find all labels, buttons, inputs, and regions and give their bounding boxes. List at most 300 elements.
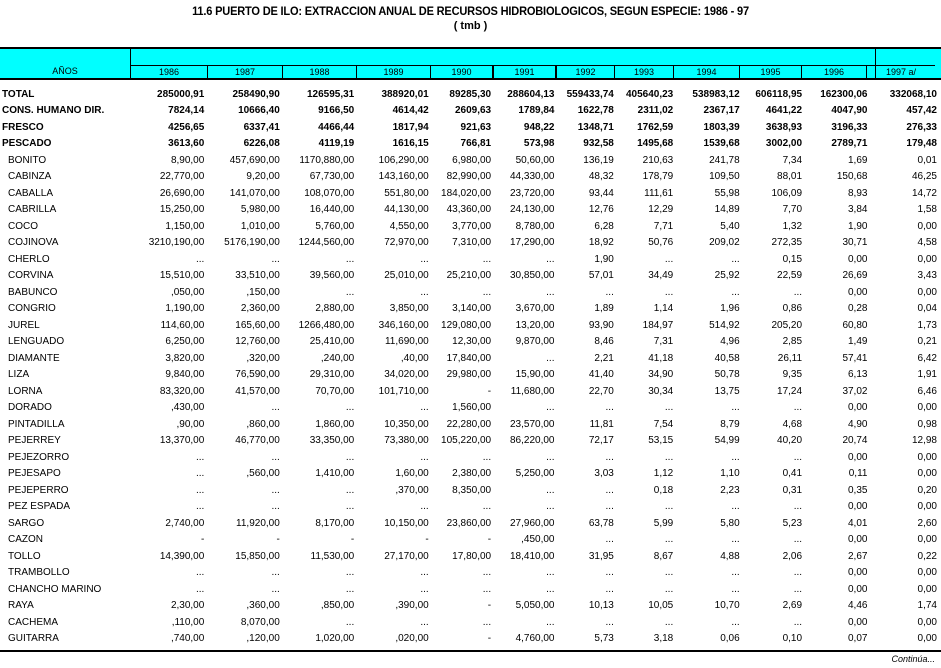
cell-value: 7824,14 bbox=[168, 105, 205, 117]
cell-value: ,370,00 bbox=[395, 484, 429, 496]
cell-value: - bbox=[350, 534, 355, 546]
cell-value: 1,190,00 bbox=[165, 303, 205, 315]
cell-value: 22,280,00 bbox=[446, 418, 492, 430]
row-label: CABALLA bbox=[8, 187, 54, 199]
cell-value: - bbox=[200, 534, 205, 546]
cell-value: 514,92 bbox=[709, 319, 740, 331]
data-table bbox=[0, 86, 941, 647]
cell-value: 10,13 bbox=[588, 600, 614, 612]
cell-value: ,120,00 bbox=[246, 633, 280, 645]
cell-value: ... bbox=[345, 567, 355, 579]
table-row bbox=[0, 598, 941, 615]
cell-value: 106,09 bbox=[771, 187, 803, 199]
cell-value: 0,15 bbox=[782, 253, 803, 265]
cell-value: 5,80 bbox=[720, 517, 740, 529]
cell-value: ... bbox=[195, 451, 205, 463]
cell-value: 30,34 bbox=[648, 385, 674, 397]
cell-value: 6,250,00 bbox=[165, 336, 205, 348]
cell-value: 0,22 bbox=[917, 550, 937, 562]
row-label: CABRILLA bbox=[8, 204, 57, 216]
cell-value: ... bbox=[271, 253, 280, 265]
cell-value: 13,20,00 bbox=[515, 319, 555, 331]
cell-value: ... bbox=[546, 352, 555, 364]
cell-value: 41,18 bbox=[648, 352, 674, 364]
cell-value: 8,90,00 bbox=[170, 154, 205, 166]
cell-value: ... bbox=[546, 616, 555, 628]
cell-value: ... bbox=[546, 253, 555, 265]
cell-value: 2,69 bbox=[782, 600, 803, 612]
cell-value: 8,79 bbox=[720, 418, 740, 430]
row-label: CAZON bbox=[8, 534, 43, 546]
cell-value: 93,44 bbox=[588, 187, 614, 199]
cell-value: ... bbox=[546, 501, 555, 513]
cell-value: 0,10 bbox=[782, 633, 803, 645]
cell-value: - bbox=[487, 600, 492, 612]
table-row bbox=[0, 532, 941, 549]
cell-value: 2,380,00 bbox=[452, 468, 492, 480]
cell-value: 7,70 bbox=[782, 204, 803, 216]
cell-value: 3210,190,00 bbox=[148, 237, 205, 249]
cell-value: 7,71 bbox=[653, 220, 674, 232]
cell-value: 1622,78 bbox=[577, 105, 614, 117]
cell-value: 50,76 bbox=[648, 237, 674, 249]
cell-value: ... bbox=[195, 567, 205, 579]
cell-value: 15,850,00 bbox=[235, 550, 280, 562]
table-row bbox=[0, 449, 941, 466]
cell-value: 88,01 bbox=[777, 171, 803, 183]
row-label: GUITARRA bbox=[8, 633, 59, 645]
cell-value: 4,88 bbox=[720, 550, 740, 562]
cell-value: 12,98 bbox=[911, 435, 937, 447]
cell-value: 3,820,00 bbox=[165, 352, 205, 364]
cell-value: 1,020,00 bbox=[315, 633, 355, 645]
cell-value: 17,80,00 bbox=[452, 550, 492, 562]
cell-value: 46,770,00 bbox=[235, 435, 280, 447]
cell-value: 0,00 bbox=[848, 286, 868, 298]
cell-value: ... bbox=[605, 286, 614, 298]
cell-value: 20,74 bbox=[842, 435, 868, 447]
cell-value: 2,21 bbox=[594, 352, 614, 364]
header-year: 1993 bbox=[614, 65, 673, 78]
cell-value: ,40,00 bbox=[400, 352, 429, 364]
cell-value: 5,99 bbox=[653, 517, 674, 529]
cell-value: 109,50 bbox=[709, 171, 740, 183]
cell-value: - bbox=[487, 534, 492, 546]
cell-value: 114,60,00 bbox=[160, 319, 205, 331]
cell-value: 2,880,00 bbox=[315, 303, 355, 315]
cell-value: 0,04 bbox=[917, 303, 937, 315]
cell-value: 25,210,00 bbox=[446, 270, 492, 282]
cell-value: 3,670,00 bbox=[515, 303, 555, 315]
cell-value: 0,21 bbox=[917, 336, 937, 348]
cell-value: 5,760,00 bbox=[315, 220, 355, 232]
cell-value: ... bbox=[420, 567, 429, 579]
cell-value: ,450,00 bbox=[521, 534, 555, 546]
cell-value: ... bbox=[420, 402, 429, 414]
cell-value: 165,60,00 bbox=[235, 319, 280, 331]
cell-value: 108,070,00 bbox=[304, 187, 355, 199]
cell-value: ,150,00 bbox=[246, 286, 280, 298]
cell-value: 0,31 bbox=[782, 484, 803, 496]
cell-value: ... bbox=[605, 616, 614, 628]
cell-value: 0,06 bbox=[720, 633, 740, 645]
cell-value: 272,35 bbox=[771, 237, 803, 249]
cell-value: 17,290,00 bbox=[510, 237, 555, 249]
table-row bbox=[0, 152, 941, 169]
cell-value: 22,70 bbox=[588, 385, 614, 397]
cell-value: 11,530,00 bbox=[310, 550, 355, 562]
cell-value: 1539,68 bbox=[703, 138, 740, 150]
cell-value: 1495,68 bbox=[637, 138, 674, 150]
cell-value: 89285,30 bbox=[449, 88, 492, 100]
cell-value: 8,070,00 bbox=[240, 616, 280, 628]
row-label: LIZA bbox=[8, 369, 30, 381]
cell-value: ... bbox=[271, 484, 280, 496]
cell-value: 76,590,00 bbox=[235, 369, 280, 381]
cell-value: 72,17 bbox=[588, 435, 614, 447]
cell-value: 54,99 bbox=[714, 435, 740, 447]
row-label: CORVINA bbox=[8, 270, 54, 282]
cell-value: ... bbox=[731, 451, 740, 463]
cell-value: 1817,94 bbox=[392, 121, 429, 133]
cell-value: 105,220,00 bbox=[441, 435, 492, 447]
cell-value: 44,330,00 bbox=[510, 171, 555, 183]
cell-value: 83,320,00 bbox=[159, 385, 205, 397]
cell-value: 4641,22 bbox=[765, 105, 803, 117]
cell-value: 0,00 bbox=[917, 633, 937, 645]
cell-value: ... bbox=[664, 616, 674, 628]
row-label: CONS. HUMANO DIR. bbox=[2, 105, 105, 117]
cell-value: 3,18 bbox=[653, 633, 674, 645]
cell-value: ... bbox=[420, 583, 429, 595]
cell-value: 1,14 bbox=[653, 303, 674, 315]
cell-value: ... bbox=[195, 501, 205, 513]
cell-value: 0,20 bbox=[917, 484, 937, 496]
cell-value: ... bbox=[664, 451, 674, 463]
cell-value: 34,49 bbox=[648, 270, 674, 282]
table-row bbox=[0, 466, 941, 483]
cell-value: 0,00 bbox=[848, 583, 868, 595]
row-label: CONGRIO bbox=[8, 303, 56, 315]
cell-value: ... bbox=[731, 286, 740, 298]
cell-value: 1,860,00 bbox=[315, 418, 355, 430]
cell-value: 0,00 bbox=[917, 253, 937, 265]
cell-value: ,430,00 bbox=[170, 402, 205, 414]
cell-value: 31,95 bbox=[588, 550, 614, 562]
cell-value: 0,00 bbox=[848, 253, 868, 265]
cell-value: 73,380,00 bbox=[384, 435, 429, 447]
cell-value: ,740,00 bbox=[170, 633, 205, 645]
cell-value: 0,28 bbox=[848, 303, 868, 315]
cell-value: 2,740,00 bbox=[165, 517, 205, 529]
cell-value: 1,73 bbox=[917, 319, 937, 331]
cell-value: 4119,19 bbox=[318, 138, 355, 150]
cell-value: ... bbox=[731, 616, 740, 628]
cell-value: 10666,40 bbox=[238, 105, 280, 117]
cell-value: 44,130,00 bbox=[384, 204, 429, 216]
cell-value: ,560,00 bbox=[246, 468, 280, 480]
cell-value: 24,130,00 bbox=[510, 204, 555, 216]
cell-value: ... bbox=[420, 501, 429, 513]
cell-value: 276,33 bbox=[906, 121, 937, 133]
cell-value: 12,30,00 bbox=[452, 336, 492, 348]
cell-value: ... bbox=[664, 567, 674, 579]
cell-value: 0,00 bbox=[917, 501, 937, 513]
cell-value: ,050,00 bbox=[170, 286, 205, 298]
cell-value: 2,60 bbox=[917, 517, 937, 529]
cell-value: ... bbox=[482, 567, 492, 579]
cell-value: 72,970,00 bbox=[384, 237, 429, 249]
header-year: 1996 bbox=[801, 65, 866, 78]
cell-value: 34,90 bbox=[648, 369, 674, 381]
cell-value: 25,410,00 bbox=[309, 336, 355, 348]
cell-value: 1266,480,00 bbox=[298, 319, 355, 331]
cell-value: 41,570,00 bbox=[235, 385, 280, 397]
cell-value: 27,960,00 bbox=[510, 517, 555, 529]
cell-value: 606118,95 bbox=[755, 88, 803, 100]
cell-value: ... bbox=[482, 451, 492, 463]
table-row bbox=[0, 433, 941, 450]
row-label: JUREL bbox=[8, 319, 40, 331]
cell-value: 4,550,00 bbox=[389, 220, 429, 232]
header-year: 1987 bbox=[207, 65, 282, 78]
cell-value: 70,70,00 bbox=[315, 385, 355, 397]
row-label: TRAMBOLLO bbox=[8, 567, 70, 579]
header-year: 1992 bbox=[555, 65, 614, 78]
cell-value: ... bbox=[345, 501, 355, 513]
cell-value: ... bbox=[271, 567, 280, 579]
cell-value: ... bbox=[731, 253, 740, 265]
row-label: CACHEMA bbox=[8, 616, 59, 628]
cell-value: 13,370,00 bbox=[159, 435, 205, 447]
cell-value: 10,150,00 bbox=[384, 517, 429, 529]
table-row bbox=[0, 103, 941, 120]
cell-value: 4,46 bbox=[848, 600, 868, 612]
cell-value: 1,410,00 bbox=[315, 468, 355, 480]
row-label: PEJESAPO bbox=[8, 468, 61, 480]
table-row bbox=[0, 383, 941, 400]
cell-value: 111,61 bbox=[644, 187, 674, 199]
cell-value: - bbox=[487, 633, 492, 645]
cell-value: 8,93 bbox=[848, 187, 868, 199]
table-row bbox=[0, 268, 941, 285]
cell-value: 50,78 bbox=[714, 369, 740, 381]
cell-value: 3196,33 bbox=[831, 121, 868, 133]
table-row bbox=[0, 301, 941, 318]
cell-value: 14,89 bbox=[714, 204, 740, 216]
cell-value: 126595,31 bbox=[306, 88, 355, 100]
cell-value: 18,410,00 bbox=[510, 550, 555, 562]
cell-value: 388920,01 bbox=[381, 88, 429, 100]
cell-value: 57,01 bbox=[588, 270, 614, 282]
row-label: DORADO bbox=[8, 402, 52, 414]
cell-value: 0,86 bbox=[782, 303, 803, 315]
cell-value: 46,25 bbox=[911, 171, 937, 183]
cell-value: 1,89 bbox=[594, 303, 614, 315]
cell-value: ... bbox=[345, 402, 355, 414]
cell-value: 538983,12 bbox=[692, 88, 740, 100]
cell-value: 26,690,00 bbox=[159, 187, 205, 199]
table-row bbox=[0, 202, 941, 219]
cell-value: 57,41 bbox=[842, 352, 868, 364]
row-label: PINTADILLA bbox=[8, 418, 65, 430]
cell-value: 26,11 bbox=[777, 352, 803, 364]
header-year: 1994 bbox=[673, 65, 739, 78]
row-label: SARGO bbox=[8, 517, 45, 529]
cell-value: 0,18 bbox=[653, 484, 674, 496]
row-label: BABUNCO bbox=[8, 286, 58, 298]
cell-value: 22,770,00 bbox=[159, 171, 205, 183]
row-label: COJINOVA bbox=[8, 237, 59, 249]
row-label: PEJEPERRO bbox=[8, 484, 69, 496]
row-label: CHANCHO MARINO bbox=[8, 583, 102, 595]
cell-value: ... bbox=[271, 583, 280, 595]
cell-value: ... bbox=[195, 583, 205, 595]
cell-value: 14,72 bbox=[911, 187, 937, 199]
cell-value: ... bbox=[793, 583, 803, 595]
cell-value: 40,58 bbox=[714, 352, 740, 364]
cell-value: 29,980,00 bbox=[446, 369, 492, 381]
cell-value: 2609,63 bbox=[454, 105, 492, 117]
cell-value: 150,68 bbox=[836, 171, 868, 183]
cell-value: 0,00 bbox=[917, 286, 937, 298]
cell-value: ... bbox=[195, 484, 205, 496]
cell-value: 5,40 bbox=[720, 220, 740, 232]
row-label: CABINZA bbox=[8, 171, 52, 183]
cell-value: 11,680,00 bbox=[510, 385, 555, 397]
cell-value: 1,560,00 bbox=[452, 402, 492, 414]
table-row bbox=[0, 218, 941, 235]
cell-value: 136,19 bbox=[583, 154, 614, 166]
cell-value: 11,920,00 bbox=[236, 517, 280, 529]
table-row bbox=[0, 350, 941, 367]
cell-value: 23,720,00 bbox=[510, 187, 555, 199]
cell-value: 12,29 bbox=[648, 204, 674, 216]
cell-value: 4,760,00 bbox=[515, 633, 555, 645]
cell-value: 0,00 bbox=[917, 451, 937, 463]
cell-value: 0,00 bbox=[917, 402, 937, 414]
cell-value: 179,48 bbox=[906, 138, 937, 150]
cell-value: 4047,90 bbox=[831, 105, 868, 117]
cell-value: 4,58 bbox=[917, 237, 937, 249]
cell-value: 129,080,00 bbox=[441, 319, 492, 331]
table-row bbox=[0, 119, 941, 136]
cell-value: 7,54 bbox=[653, 418, 674, 430]
cell-value: 13,75 bbox=[714, 385, 740, 397]
cell-value: ... bbox=[605, 583, 614, 595]
cell-value: ... bbox=[420, 253, 429, 265]
cell-value: 1,58 bbox=[917, 204, 937, 216]
cell-value: 27,170,00 bbox=[384, 550, 429, 562]
cell-value: 43,360,00 bbox=[446, 204, 492, 216]
table-row bbox=[0, 169, 941, 186]
cell-value: ,90,00 bbox=[176, 418, 205, 430]
cell-value: ,390,00 bbox=[395, 600, 429, 612]
cell-value: 23,860,00 bbox=[446, 517, 492, 529]
cell-value: ... bbox=[664, 583, 674, 595]
cell-value: 4614,42 bbox=[392, 105, 429, 117]
cell-value: 766,81 bbox=[460, 138, 492, 150]
cell-value: 143,160,00 bbox=[378, 171, 429, 183]
cell-value: 8,67 bbox=[653, 550, 674, 562]
cell-value: ... bbox=[271, 402, 280, 414]
cell-value: 288604,13 bbox=[507, 88, 555, 100]
cell-value: 258490,90 bbox=[232, 88, 280, 100]
cell-value: 60,80 bbox=[842, 319, 868, 331]
row-label: PEJERREY bbox=[8, 435, 61, 447]
unit-subtitle: ( tmb ) bbox=[453, 20, 488, 32]
cell-value: ... bbox=[731, 567, 740, 579]
cell-value: ... bbox=[731, 402, 740, 414]
cell-value: 8,170,00 bbox=[315, 517, 355, 529]
row-label: BONITO bbox=[8, 154, 47, 166]
cell-value: 1,12 bbox=[653, 468, 674, 480]
cell-value: 3,140,00 bbox=[452, 303, 492, 315]
table-row bbox=[0, 631, 941, 648]
header-year: 1986 bbox=[130, 65, 207, 78]
cell-value: 9166,50 bbox=[318, 105, 355, 117]
cell-value: 5176,190,00 bbox=[224, 237, 280, 249]
cell-value: 39,560,00 bbox=[309, 270, 355, 282]
cell-value: 2,67 bbox=[848, 550, 868, 562]
cell-value: ... bbox=[793, 286, 803, 298]
cell-value: 209,02 bbox=[709, 237, 740, 249]
table-row bbox=[0, 515, 941, 532]
row-label: PEZ ESPADA bbox=[8, 501, 71, 513]
cell-value: 2,23 bbox=[720, 484, 740, 496]
cell-value: 551,80,00 bbox=[384, 187, 429, 199]
row-label: TOTAL bbox=[2, 88, 35, 100]
cell-value: 405640,23 bbox=[625, 88, 674, 100]
cell-value: 205,20 bbox=[771, 319, 803, 331]
cell-value: 0,01 bbox=[917, 154, 937, 166]
cell-value: 25,92 bbox=[714, 270, 740, 282]
cell-value: ... bbox=[546, 583, 555, 595]
cell-value: 12,760,00 bbox=[235, 336, 280, 348]
cell-value: ... bbox=[546, 402, 555, 414]
header-year: 1989 bbox=[356, 65, 430, 78]
cell-value: 23,570,00 bbox=[510, 418, 555, 430]
cell-value: 0,11 bbox=[848, 468, 868, 480]
table-row bbox=[0, 251, 941, 268]
header-year: 1997 a/ bbox=[866, 65, 935, 78]
cell-value: ... bbox=[605, 402, 614, 414]
table-row bbox=[0, 284, 941, 301]
row-label: COCO bbox=[8, 220, 38, 232]
cell-value: 162300,06 bbox=[820, 88, 868, 100]
cell-value: 184,97 bbox=[642, 319, 674, 331]
cell-value: 559433,74 bbox=[566, 88, 614, 100]
cell-value: ... bbox=[345, 286, 355, 298]
cell-value: 40,20 bbox=[777, 435, 803, 447]
cell-value: ... bbox=[546, 286, 555, 298]
cell-value: ,320,00 bbox=[246, 352, 280, 364]
cell-value: 1,150,00 bbox=[165, 220, 205, 232]
cell-value: ... bbox=[793, 501, 803, 513]
cell-value: 3613,60 bbox=[168, 138, 205, 150]
cell-value: 0,00 bbox=[848, 567, 868, 579]
cell-value: 7,310,00 bbox=[452, 237, 492, 249]
cell-value: - bbox=[425, 534, 429, 546]
cell-value: ... bbox=[482, 583, 492, 595]
cell-value: ... bbox=[195, 253, 205, 265]
cell-value: 457,690,00 bbox=[229, 154, 280, 166]
cell-value: 10,350,00 bbox=[384, 418, 429, 430]
table-row bbox=[0, 416, 941, 433]
header-year: 1995 bbox=[739, 65, 801, 78]
table-row bbox=[0, 185, 941, 202]
cell-value: 15,510,00 bbox=[159, 270, 205, 282]
